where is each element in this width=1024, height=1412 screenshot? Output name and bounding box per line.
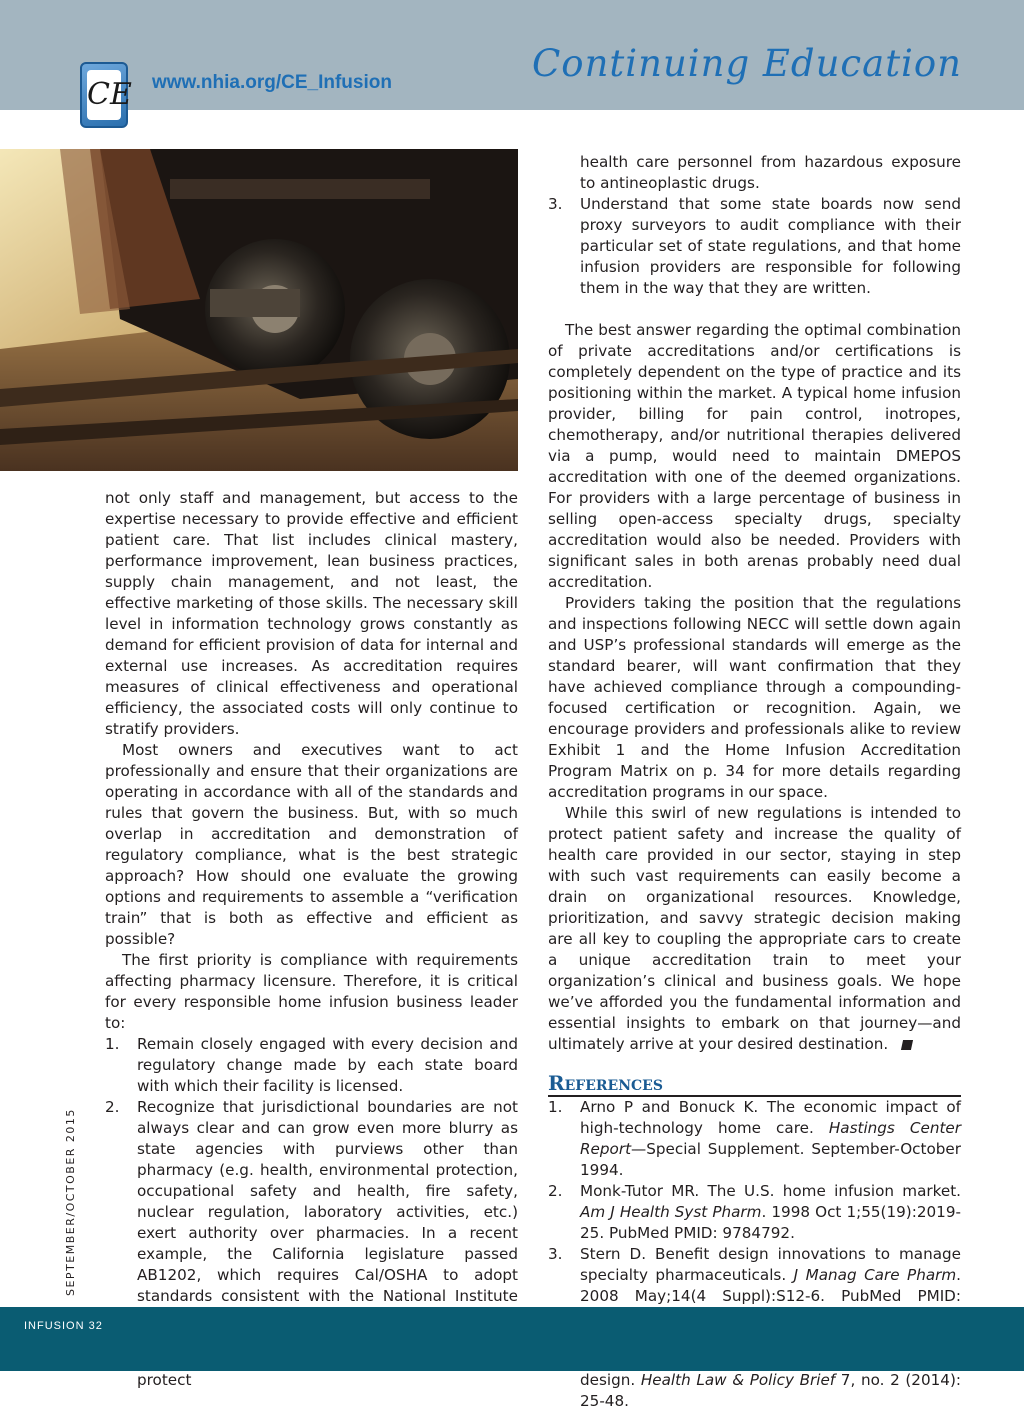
left-paragraph-2: Most owners and executives want to act professionally and ensure that their organizations are operating in accordance with all of the standards and rules that govern the business. But, with so much overlap in accreditation and demonstration of regulatory compliance, what is the best strategic approach? How should one evaluate the growing options and requirements to assemble a “verification train” that is both as effective and efficient as possible? [105, 741, 518, 948]
issue-date: SEPTEMBER/OCTOBER 2015 [64, 1108, 77, 1296]
list-item [548, 194, 961, 299]
section-title: Continuing Education [532, 42, 962, 85]
reference-number: 2. [548, 1182, 563, 1200]
list-item [548, 152, 961, 194]
right-paragraph-1: The best answer regarding the optimal combination of private accreditations and/or certifications is completely dependent on the type of practice and its positioning within the market. A typical home infusion provider, billing for pain control, inotropes, chemotherapy, and/or nutritional therapies delivered via a pump, would need to maintain DMEPOS accreditation with one of the deemed organizations. For providers with a large percentage of business in selling open-access specialty drugs, specialty accreditation would also be needed. Providers with significant sales in both arenas probably need dual accreditation. [548, 321, 961, 591]
list-number: 2. [105, 1098, 120, 1116]
left-paragraph-1: not only staff and management, but access to the expertise necessary to provide effective and efficient patient care. That list includes clinical mastery, performance improvement, lean business practices, supply chain management, and not least, the effective marketing of those skills. The necessary skill level in information technology grows constantly as demand for efficient provision of data for internal and external use increases. As accreditation requires measures of clinical effectiveness and operational efficiency, the associated costs will only continue to stratify providers. [105, 489, 518, 738]
list-text: Remain closely engaged with every decision and regulatory change made by each state board with which their facility is licensed. [137, 1035, 518, 1095]
header-url[interactable]: www.nhia.org/CE_Infusion [152, 72, 392, 93]
left-paragraph-3: The first priority is compliance with requirements affecting pharmacy licensure. Therefore, it is critical for every responsible home infusion business leader to: [105, 951, 518, 1032]
train-wheels-illustration [0, 149, 518, 471]
page-folio: INFUSION 32 [24, 1320, 103, 1332]
reference-text: design. [580, 1371, 636, 1389]
reference-journal: Hastings Center Report [580, 1119, 961, 1158]
reference-details: 7, no. 2 (2014): 25-48. [580, 1371, 961, 1410]
train-photo [0, 149, 518, 471]
reference-journal: Health Law & Policy Brief [640, 1371, 836, 1389]
list-text: Understand that some state boards now send proxy surveyors to audit compliance with their particular set of state regulations, and that home infusion providers are responsible for following them in the way that they are written. [580, 195, 961, 297]
reference-details: —Special Supplement. September-October 1994. [580, 1140, 961, 1179]
reference-text: Arno P and Bonuck K. The economic impact of high-technology home care. [580, 1098, 961, 1137]
reference-text: Stern D. Benefit design innovations to manage specialty pharmaceuticals. [580, 1245, 961, 1284]
right-paragraph-3 [548, 803, 961, 1055]
reference-journal: Am J Health Syst Pharm [580, 1203, 762, 1221]
right-paragraph-3-text: While this swirl of new regulations is intended to protect patient safety and increase the quality of health care provided in our sector, staying in step with such vast requirements can easily become a drain on organizational resources. Knowledge, prioritization, and savvy strategic decision making are all key to coupling the appropriate cars to create a unique accreditation train to meet your organization’s clinical and business goals. We hope we’ve afforded you the fundamental information and essential insights to embark on that journey—and ultimately arrive at your desired destination. [548, 804, 961, 1053]
page-footer [0, 1307, 1024, 1371]
ce-logo [80, 62, 132, 128]
left-column [105, 488, 518, 1391]
reference-details: . 1998 Oct 1;55(19):2019-25. PubMed PMID: 9784792. [580, 1203, 961, 1242]
end-of-article-mark [901, 1040, 913, 1050]
reference-item [548, 1097, 961, 1181]
reference-number: 3. [548, 1245, 563, 1263]
list-number: 3. [548, 195, 563, 213]
reference-item [548, 1181, 961, 1244]
references-heading: References [548, 1071, 961, 1097]
list-text: health care personnel from hazardous exposure to antineoplastic drugs. [580, 153, 961, 192]
list-item [105, 1034, 518, 1097]
paragraph-gap [548, 299, 961, 320]
requirements-list-continued [548, 152, 961, 299]
reference-details: . 2008 May;14(4 Suppl):S12-6. PubMed PMID: [580, 1266, 961, 1305]
list-text: Recognize that jurisdictional boundaries are not always clear and can grow even more blurry as state agencies with purviews other than pharmacy (e.g. health, environmental protection, occupational safety and health, fire safety, nuclear regulation, laboratory activities, etc.) exert authority over pharmacies. In a recent example, the California legislature passed AB1202, which requires Cal/OSHA to adopt standards consistent with the National Institute protect [137, 1098, 518, 1389]
right-paragraph-2: Providers taking the position that the regulations and inspections following NECC will settle down again and USP’s professional standards will emerge as the standard bearer, will want confirmation that they have achieved compliance through a compounding-focused certification or recognition. Again, we encourage providers and professionals alike to review Exhibit 1 and the Home Infusion Accreditation Program Matrix on p. 34 for more details regarding accreditation programs in our space. [548, 594, 961, 801]
reference-journal: J Manag Care Pharm [793, 1266, 957, 1284]
list-number: 1. [105, 1035, 120, 1053]
reference-number: 1. [548, 1098, 563, 1116]
ce-logo-mark: CE [87, 70, 121, 120]
reference-text: Monk-Tutor MR. The U.S. home infusion market. [580, 1182, 961, 1200]
right-column [548, 152, 961, 1412]
